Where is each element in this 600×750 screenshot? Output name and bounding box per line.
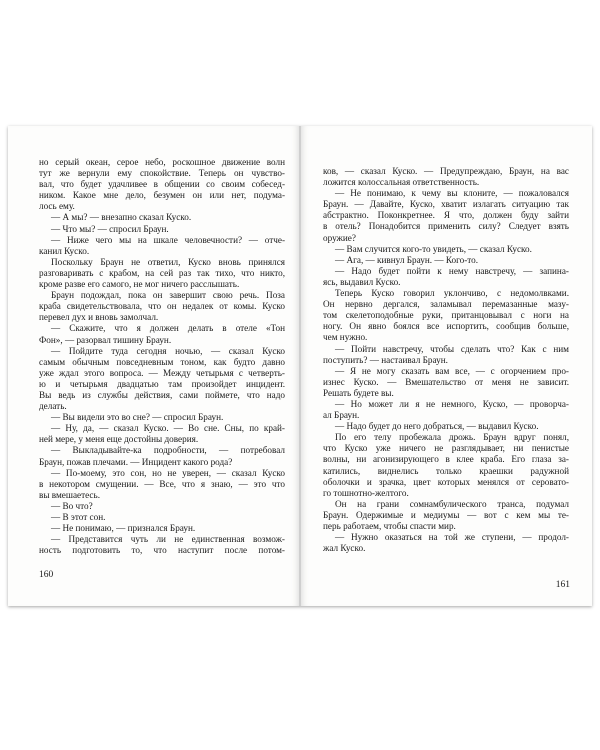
text-line: — Нужно оказаться на той же ступени, — продол- [335, 532, 569, 543]
text-line: вы вмешаетесь. [39, 489, 100, 500]
text-line: — Что мы? — спросил Браун. [51, 223, 169, 234]
text-line: — Во что? [51, 500, 93, 511]
text-line: делать. [39, 401, 67, 412]
text-line: Он на грани сомнамбулического транса, подумал [335, 498, 569, 509]
left-page [8, 126, 299, 606]
text-line: — По-моему, это сон, но не уверен, — сказал Куско [51, 467, 285, 478]
text-line: кроме разве его самого, не мог ничего расслышать. [39, 279, 240, 290]
text-line: го тошнотно-желтого. [323, 487, 409, 498]
text-line: Браун. Одержимые и медиумы — вот с кем мы те- [323, 509, 569, 520]
text-line: но серый океан, серое небо, роскошное движение волн [39, 157, 285, 167]
text-line: Браун подождал, пока он завершит свою речь. Поза [51, 290, 285, 301]
text-line: — Ну, да, — сказал Куско. — Во сне. Сны, по край- [51, 423, 285, 434]
text-line: — Надо будет до него добраться, — выдавил Куско. [335, 421, 539, 432]
text-line: ность подготовить то, что наступит после потом- [39, 545, 285, 556]
text-line: том скелетоподобные руки, пританцовывал с ноги на [323, 310, 569, 321]
text-line: ней мере, у меня еще достойны доверия. [39, 434, 199, 445]
text-line: Вы ведь из службы действия, сами поймете, что надо [39, 389, 285, 400]
right-page-number: 161 [555, 580, 570, 590]
text-line: чем нужно. [323, 332, 368, 343]
text-line: Теперь Куско говорил уклончиво, с недомолвками. [335, 288, 569, 299]
text-line: — Представится чуть ли не единственная возмож- [51, 534, 285, 545]
text-line: Он нервно дергался, заламывал перемазанные мазу- [323, 299, 569, 310]
text-line: — Не понимаю, к чему вы клоните, — пожаловался [335, 188, 569, 199]
text-line: — Ниже чего мы на шкале человечности? — отче- [51, 234, 285, 245]
book-spread [8, 126, 592, 606]
text-line: ю и четырьмя двадцатью там произойдет инцидент. [39, 378, 285, 389]
text-line: ал Браун. [323, 410, 360, 421]
text-line: самым обычным повседневным тоном, как будто давно [39, 356, 285, 367]
right-page [301, 126, 592, 606]
left-page-number: 160 [39, 570, 54, 580]
text-line: поступить? — настаивал Браун. [323, 354, 448, 365]
text-line: — Вам случится кого-то увидеть, — сказал Куско. [335, 243, 532, 254]
text-line: ясь, выдавил Куско. [323, 276, 401, 287]
text-line: лось ему. [39, 201, 75, 212]
text-line: тут же вернули ему спокойствие. Теперь он чувство- [39, 168, 285, 179]
text-line: — Не понимаю, — признался Браун. [51, 523, 196, 534]
text-line: жал Куско. [323, 543, 366, 554]
text-line: Поскольку Браун не ответил, Куско вновь принялся [51, 256, 285, 267]
text-line: — Пойдите туда сегодня ночью, — сказал Куско [51, 345, 285, 356]
text-line: — Но может ли я не немного, Куско, — проворча- [335, 398, 569, 409]
text-line: волны, ни агонизирующего в клее краба. Его глаза за- [323, 454, 569, 465]
left-page-text [39, 157, 285, 556]
text-line: катились, виднелись только краешки радужной [323, 465, 569, 476]
text-line: изнес Куско. — Вмешательство от меня не зависит. [323, 376, 569, 387]
text-line: канил Куско. [39, 245, 90, 256]
text-line: — Выкладывайте-ка подробности, — потребовал [51, 445, 285, 456]
right-page-text [323, 166, 569, 554]
text-line: уже ждал этого вопроса. — Между четырьмя с четверть- [39, 367, 285, 378]
text-line: — Пойти навстречу, чтобы сделать что? Как с ним [335, 343, 569, 354]
text-line: — А мы? — внезапно сказал Куско. [51, 212, 192, 223]
text-line: — Я не могу сказать вам все, — с огорчением про- [335, 365, 569, 376]
text-line: в некотором смущении. — Все, что я знаю, — это что [39, 478, 285, 489]
text-line: краба свидетельствовала, что он недалек от комы. Куско [39, 301, 285, 312]
text-line: — Вы видели это во сне? — спросил Браун. [51, 412, 224, 423]
text-line: — Скажите, что я должен делать в отеле «Тон [51, 323, 285, 334]
text-line: ложится колоссальная ответственность. [323, 177, 480, 188]
text-line: ником. Какое мне дело, безумен он или нет, подума- [39, 190, 285, 201]
text-line: что Куско уже ничего не разглядывает, ни пенистые [323, 443, 569, 454]
text-line: в отель? Понадобится применить силу? Следует взять [323, 221, 569, 232]
text-line: оболочки и зрачка, цвет которых менялся от серовато- [323, 476, 569, 487]
text-line: По его телу пробежала дрожь. Браун вдруг понял, [335, 432, 569, 443]
text-line: оружие? [323, 232, 356, 243]
text-line: — Надо будет пойти к нему навстречу, — запина- [335, 265, 569, 276]
text-line: Браун. — Давайте, Куско, хватит излагать ситуацию так [323, 199, 569, 210]
text-line: ков, — сказал Куско. — Предупреждаю, Браун, на вас [323, 166, 569, 176]
text-line: разговаривать с крабом, на сей раз так тихо, что никто, [39, 267, 285, 278]
text-line: ногу. Он явно боялся все испортить, сообщив больше, [323, 321, 569, 332]
text-line: Решать будете вы. [323, 387, 394, 398]
text-line: Браун, пожав плечами. — Инцидент какого рода? [39, 456, 233, 467]
text-line: — В этот сон. [51, 512, 106, 522]
text-line: абстрактно. Поконкретнее. Я что, должен буду зайти [323, 210, 569, 221]
text-line: перевел дух и вновь замолчал. [39, 312, 159, 323]
text-line: Фон», — разорвал тишину Браун. [39, 334, 172, 345]
text-line: перь работаем, чтобы спасти мир. [323, 521, 456, 531]
text-line: — Ага, — кивнул Браун. — Кого-то. [335, 254, 479, 265]
text-line: вал, что будет удачливее в общении со своим собесед- [39, 179, 285, 190]
